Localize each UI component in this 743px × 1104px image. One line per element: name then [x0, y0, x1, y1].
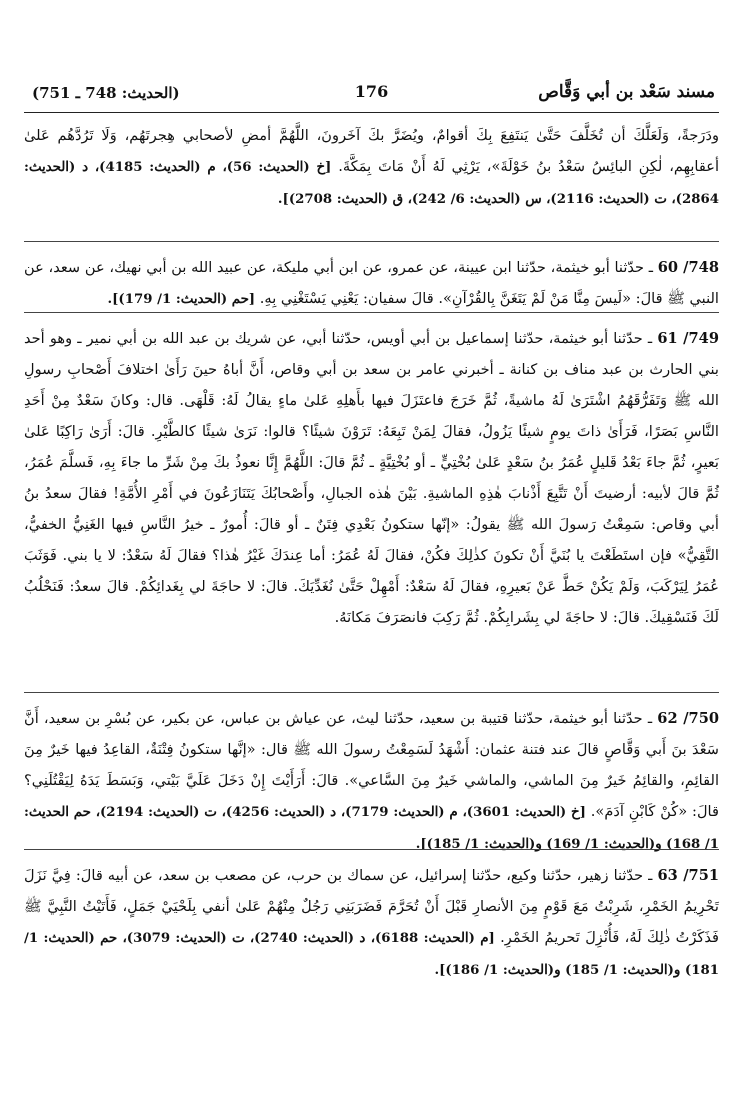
hadith-text: ـ حدّثنا أبو خيثمة، حدّثنا قتيبة بن سعيد، حدّثنا ليث، عن عياش بن عباس، عن بكير، عن بُسْرِ بن سعيد، أَنَّ سَعْدَ بنَ أَبي وَقَّاصٍ قالَ عند فتنة عثمان: أَشْهَدُ لَسَمِعْتُ رسولَ الله ﷺ قال: «إنَّها ستكونُ فِتْنَةٌ، القاعِدُ فيها خَيرٌ مِنَ القائِمِ، والقائِمُ خَيرٌ مِنَ الماشي، والماشي خَيرٌ مِنَ السَّاعي». قالَ: أَرَأَيْتَ إِنْ دَخَلَ عَلَيَّ بَيْتي، وَبَسَطَ يَدَهُ لِيَقْتُلَنِي؟ قالَ: «كُنْ كَابْنِ آدَمَ».: [24, 710, 719, 820]
hadith-text: ودَرَجةً، وَلَعَلَّكَ أن تُخَلَّفَ حَتَّىٰ يَنتَفِعَ بِكَ أقوامٌ، ويُضَرَّ بكَ آخَرونَ، اللَّهُمَّ أمضِ لأصحابي هِجرتَهُم، وَلَا تَرُدَّهُم عَلىٰ أعقابِهِم، لٰكِنِ البائِسُ سَعْدُ بنُ خَوْلَةَ»، يَرْثِي لَهُ أَنْ مَاتَ بِمَكَّةَ.: [24, 127, 720, 175]
hadith-paragraph: [24, 120, 719, 215]
hadith-number: 750/ 62: [657, 710, 720, 727]
divider: [24, 692, 719, 693]
hadith-continuation: [24, 120, 719, 215]
hadith-750: [24, 703, 719, 860]
hadith-text: ـ حدّثنا زهير، حدّثنا وكيع، حدّثنا إسرائيل، عن سماك بن حرب، عن مصعب بن سعد، عن أبيه قالَ: فِيَّ نَزَلَ تَحْرِيمُ الخَمْرِ، شَرِبْتُ مَعَ قَوْمٍ مِنَ الأنصارِ قَبْلَ أَنْ تُحَرَّمَ فَضَرَبَنِي رَجُلٌ مِنْهُمْ عَلىٰ أنفي بِلَحْيَيْ جَمَلٍ، فَأَتَيْتُ النَّبِيَّ ﷺ فَذَكَرْتُ ذٰلِكَ لَهُ، فَأُنْزِلَ تَحريمُ الخَمْرِ.: [24, 867, 719, 946]
hadith-references: [حم (الحديث: 1/ 179)].: [107, 292, 256, 307]
hadith-paragraph: [24, 323, 719, 633]
hadith-paragraph: [24, 703, 719, 860]
hadith-751: [24, 860, 719, 986]
hadith-references: [م (الحديث: 6188)، د (الحديث: 2740)، ت (الحديث: 3079)، حم (الحديث: 1/ 181) و(الحديث: 1/ 185) و(الحديث: 1/ 186)].: [24, 931, 719, 978]
hadith-paragraph: [24, 252, 719, 315]
running-title: مسند سَعْد بن أبي وَقَّاص: [538, 82, 715, 102]
divider: [24, 241, 719, 242]
page-number: 176: [354, 82, 389, 101]
divider: [24, 312, 719, 313]
hadith-number: 751/ 63: [657, 867, 720, 884]
hadith-749: [24, 323, 719, 633]
hadith-references: [خ (الحديث: 3601)، م (الحديث: 7179)، د (الحديث: 4256)، ت (الحديث: 2194)، حم الحديث: 1/ 168) و(الحديث: 1/ 169) و(الحديث: 1/ 185)].: [24, 805, 719, 852]
divider: [24, 849, 719, 850]
hadith-range: (الحديث: 748 ـ 751): [32, 84, 180, 102]
hadith-paragraph: [24, 860, 719, 986]
page-header: [24, 78, 719, 113]
hadith-references: [خ (الحديث: 56)، م (الحديث: 4185)، د (الحديث: 2864)، ت (الحديث: 2116)، س (الحديث: 6/ 242)، ق (الحديث: 2708)].: [24, 160, 719, 207]
hadith-text: ـ حدّثنا أبو خيثمة، حدّثنا إسماعيل بن أبي أويس، حدّثنا أبي، عن شريك بن عبد الله بن أبي نمير ـ وهو أحد بني الحارث بن عبد مناف بن كنانة ـ أخبرني عامر بن سعد بن أبي وقاص، أَنَّ أباهُ حينَ رَأَىٰ اختلافَ أَصْحابِ رسولِ الله ﷺ وَتَفَرُّقَهُمُ اشْتَرَىٰ لَهُ ماشيةً، ثُمَّ خَرَجَ فاعتَزَلَ فيها بأَهلِهِ عَلىٰ ماءٍ يقالُ لَهُ: قَلْهَى. قال: وكانَ سَعْدٌ مِنْ أَحَدِ النَّاسِ بَصَرًا، فَرَأَىٰ ذاتَ يومٍ شيئًا يَزُولُ، فقالَ لِمَنْ تَبِعَهُ: تَرَوْنَ شيئًا؟ قالوا: نَرَىٰ شيئًا كالطَّيْرِ. قالَ: أَرَىٰ رَاكِبًا عَلىٰ بَعيرٍ، ثُمَّ جاءَ بَعْدُ قَليلٍ عُمَرُ بنُ سَعْدٍ عَلىٰ بُخْتِيٍّ ـ أو بُخْتِيَّةٍ ـ ثُمَّ قالَ: اللَّهُمَّ إِنَّا نعوذُ بكَ مِنْ شَرِّ ما جاءَ بِهِ، فَسلَّمَ عُمَرُ، ثُمَّ قالَ لأبيه: أرضيتَ أَنْ تَتَّبِعَ أَذْنابَ هٰذِهِ الماشيةِ. بَيْنَ هٰذه الجبالِ، وأَصْحابُكَ يَتَنَازَعُونَ في أَمْرِ الأُمَّةِ! فقالَ سعدُ بنُ أبي وقاص: سَمِعْتُ رَسولَ الله ﷺ يقولُ: «إنّها ستكونُ بَعْدِي فِتَنٌ ـ أو قالَ: أُمورٌ ـ خيرُ النَّاسِ فيها الغَنِيُّ الخفيُّ، التَّقِيُّ» فإن استَطَعْتَ يا بُنَيَّ أَنْ تكونَ كذٰلِكَ فكُنْ، فقالَ لَهُ عُمَرُ: أما عِندَكَ غَيْرُ هٰذا؟ فقالَ لَهُ سَعْدٌ: لا يا بني. فَوَثَبَ عُمَرُ لِيَرْكَبَ، وَلَمْ يَكُنْ حَطَّ عَنْ بَعيرِهِ، فقالَ لَهُ سَعْدٌ: أَمْهِلْ حَتَّىٰ نُغَدِّيَكَ. قالَ: لا حاجَةَ لي بِغَدائِكُمْ. قالَ سعدٌ: فَنَحْلُبُ لَكَ فَنَسْقِيكَ. قالَ: لا حاجَةَ لي بِشَرابِكُمْ. ثُمَّ رَكِبَ فانصَرَفَ مَكانَهُ.: [24, 330, 719, 626]
hadith-number: 749/ 61: [657, 330, 719, 347]
hadith-number: 748/ 60: [657, 259, 719, 276]
hadith-text: ـ حدّثنا أبو خيثمة، حدّثنا ابن عيينة، عن عمرو، عن ابن أبي مليكة، عن عبيد الله بن أبي نهيك، عن سعد، عن النبي ﷺ قالَ: «لَيسَ مِنَّا مَنْ لَمْ يَتَغَنَّ بِالقُرْآنِ». قالَ سفيان: يَعْنِي يَسْتَغْنِي بِهِ.: [24, 259, 719, 307]
hadith-748: [24, 252, 719, 315]
